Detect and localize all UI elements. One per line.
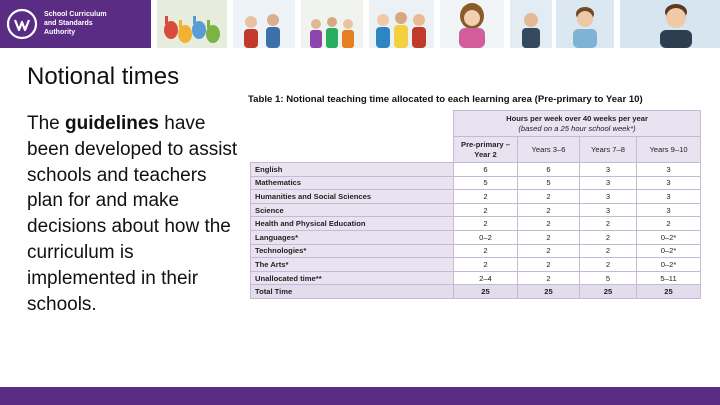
table-cell: 3 [637, 176, 701, 190]
table-row [251, 176, 701, 190]
table-cell: 0–2* [637, 230, 701, 244]
learning-area-label: Technologies* [251, 244, 454, 258]
table-row [251, 190, 701, 204]
table-row [251, 258, 701, 272]
banner-photo-handprints [157, 0, 227, 48]
learning-area-label: Languages* [251, 230, 454, 244]
table-cell: 3 [637, 163, 701, 177]
table-cell: 2 [518, 258, 580, 272]
table-total-row [251, 285, 701, 299]
logo-block [0, 0, 151, 48]
table-main-header [454, 111, 701, 137]
table-cell: 2 [454, 217, 518, 231]
table-caption: Table 1: Notional teaching time allocated to each learning area (Pre-primary to Year 10) [248, 94, 643, 105]
learning-area-label: Humanities and Social Sciences [251, 190, 454, 204]
column-header: Years 3–6 [518, 137, 580, 163]
learning-area-label: Science [251, 203, 454, 217]
total-cell: 25 [454, 285, 518, 299]
table-cell: 3 [580, 190, 637, 204]
table-row [251, 230, 701, 244]
column-header: Pre-primary –Year 2 [454, 137, 518, 163]
table-corner-cell [251, 137, 454, 163]
slide-title: Notional times [27, 63, 180, 90]
column-header: Years 9–10 [637, 137, 701, 163]
banner-photo-children [369, 0, 434, 48]
table-cell: 2 [518, 244, 580, 258]
banner-photo-classroom [301, 0, 363, 48]
column-header: Years 7–8 [580, 137, 637, 163]
table-cell: 5–11 [637, 271, 701, 285]
header-sub-label: (based on a 25 hour school week*) [518, 123, 636, 133]
org-name: School Curriculum and Standards Authority [44, 11, 107, 36]
table-cell: 2 [454, 244, 518, 258]
table-row [251, 203, 701, 217]
total-cell: 25 [580, 285, 637, 299]
table-cell: 2 [518, 271, 580, 285]
body-text-end: have been developed to assist schools and teachers plan for and make decisions about how the curriculum is implemented in their schools. [27, 113, 238, 315]
table-cell: 3 [637, 203, 701, 217]
table-cell: 2 [454, 258, 518, 272]
table-cell: 3 [580, 163, 637, 177]
table-cell: 0–2 [454, 230, 518, 244]
learning-area-label: Health and Physical Education [251, 217, 454, 231]
table-row [251, 217, 701, 231]
table-cell: 5 [454, 176, 518, 190]
table-cell: 2–4 [454, 271, 518, 285]
body-text-emphasis: guidelines [65, 113, 159, 134]
learning-area-label: Mathematics [251, 176, 454, 190]
total-cell: 25 [518, 285, 580, 299]
learning-area-label: The Arts* [251, 258, 454, 272]
table-row [251, 244, 701, 258]
banner-photo-older-student [620, 0, 720, 48]
table-cell: 3 [580, 203, 637, 217]
table-cell: 2 [580, 230, 637, 244]
table-cell: 0–2* [637, 258, 701, 272]
slide-body-text [27, 111, 239, 317]
table-cell: 2 [518, 230, 580, 244]
table-row [251, 163, 701, 177]
table-header-row [251, 111, 701, 137]
notional-time-table [250, 110, 701, 299]
table-cell: 2 [637, 217, 701, 231]
table-cell: 5 [518, 176, 580, 190]
body-text-start: The [27, 113, 66, 134]
wa-crest-icon [6, 8, 38, 40]
table-cell: 0–2* [637, 244, 701, 258]
table-cell: 3 [637, 190, 701, 204]
footer-bar [0, 387, 720, 405]
header-main-label: Hours per week over 40 weeks per year [506, 113, 648, 123]
table-cell: 2 [454, 203, 518, 217]
learning-area-label: English [251, 163, 454, 177]
table-cell: 2 [580, 244, 637, 258]
table-cell: 2 [518, 203, 580, 217]
total-label: Total Time [251, 285, 454, 299]
learning-area-label: Unallocated time** [251, 271, 454, 285]
table-cell: 2 [454, 190, 518, 204]
header-banner [0, 0, 720, 48]
table-cell: 2 [580, 258, 637, 272]
table-cell: 2 [518, 217, 580, 231]
table-cell: 2 [580, 217, 637, 231]
banner-photo-students [233, 0, 295, 48]
table-cell: 6 [454, 163, 518, 177]
banner-photo-student [510, 0, 552, 48]
total-cell: 25 [637, 285, 701, 299]
table-cell: 3 [580, 176, 637, 190]
table-cell: 2 [518, 190, 580, 204]
banner-photo-teacher [440, 0, 504, 48]
table-corner-cell [251, 111, 454, 137]
table-cell: 6 [518, 163, 580, 177]
table-cell: 5 [580, 271, 637, 285]
table-column-header-row [251, 137, 701, 163]
banner-photo-teen [556, 0, 614, 48]
table-row [251, 271, 701, 285]
